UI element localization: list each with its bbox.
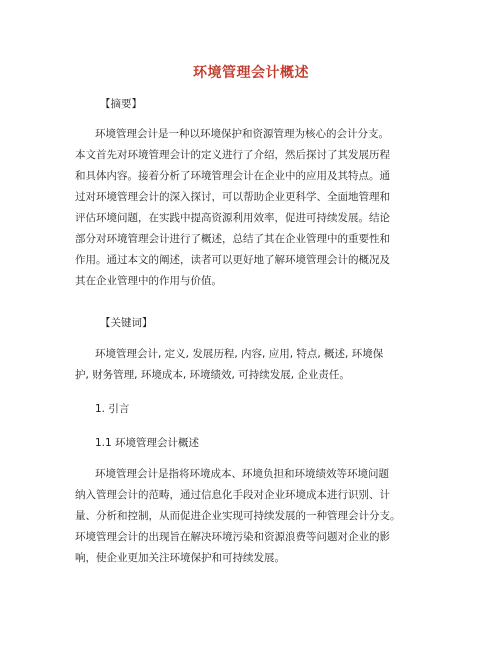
section-1-1-heading: 1.1 环境管理会计概述 (95, 437, 200, 449)
abstract-line: 和具体内容。接着分析了环境管理会计在企业中的应用及其特点。通 (75, 170, 390, 182)
abstract-line: 评估环境问题，在实践中提高资源利用效率，促进可持续发展。结论 (75, 212, 390, 224)
abstract-line: 本文首先对环境管理会计的定义进行了介绍，然后探讨了其发展历程 (75, 149, 390, 161)
abstract-line: 作用。通过本文的阐述，读者可以更好地了解环境管理会计的概况及 (75, 254, 390, 266)
abstract-line: 环境管理会计是一种以环境保护和资源管理为核心的会计分支。 (95, 128, 389, 140)
abstract-heading: 【摘要】 (100, 98, 142, 110)
keywords-heading: 【关键词】 (100, 317, 153, 329)
keywords-line: 环境管理会计, 定义, 发展历程, 内容, 应用, 特点, 概述, 环境保 (95, 348, 384, 360)
section-1-heading: 1. 引言 (95, 403, 130, 415)
body-line: 量、分析和控制，从而促进企业实现可持续发展的一种管理会计分支。 (75, 510, 401, 522)
body-line: 响，使企业更加关注环境保护和可持续发展。 (75, 552, 285, 564)
body-line: 纳入管理会计的范畴，通过信息化手段对企业环境成本进行识别、计 (75, 489, 390, 501)
abstract-line: 部分对环境管理会计进行了概述，总结了其在企业管理中的重要性和 (75, 233, 390, 245)
keywords-line: 护, 财务管理, 环境成本, 环境绩效, 可持续发展, 企业责任。 (75, 369, 350, 381)
body-line: 环境管理会计的出现旨在解决环境污染和资源浪费等问题对企业的影 (75, 531, 390, 543)
abstract-line: 过对环境管理会计的深入探讨，可以帮助企业更科学、全面地管理和 (75, 191, 390, 203)
abstract-line: 其在企业管理中的作用与价值。 (75, 275, 222, 287)
body-line: 环境管理会计是指将环境成本、环境负担和环境绩效等环境问题 (95, 468, 389, 480)
document-title: 环境管理会计概述 (193, 65, 309, 81)
